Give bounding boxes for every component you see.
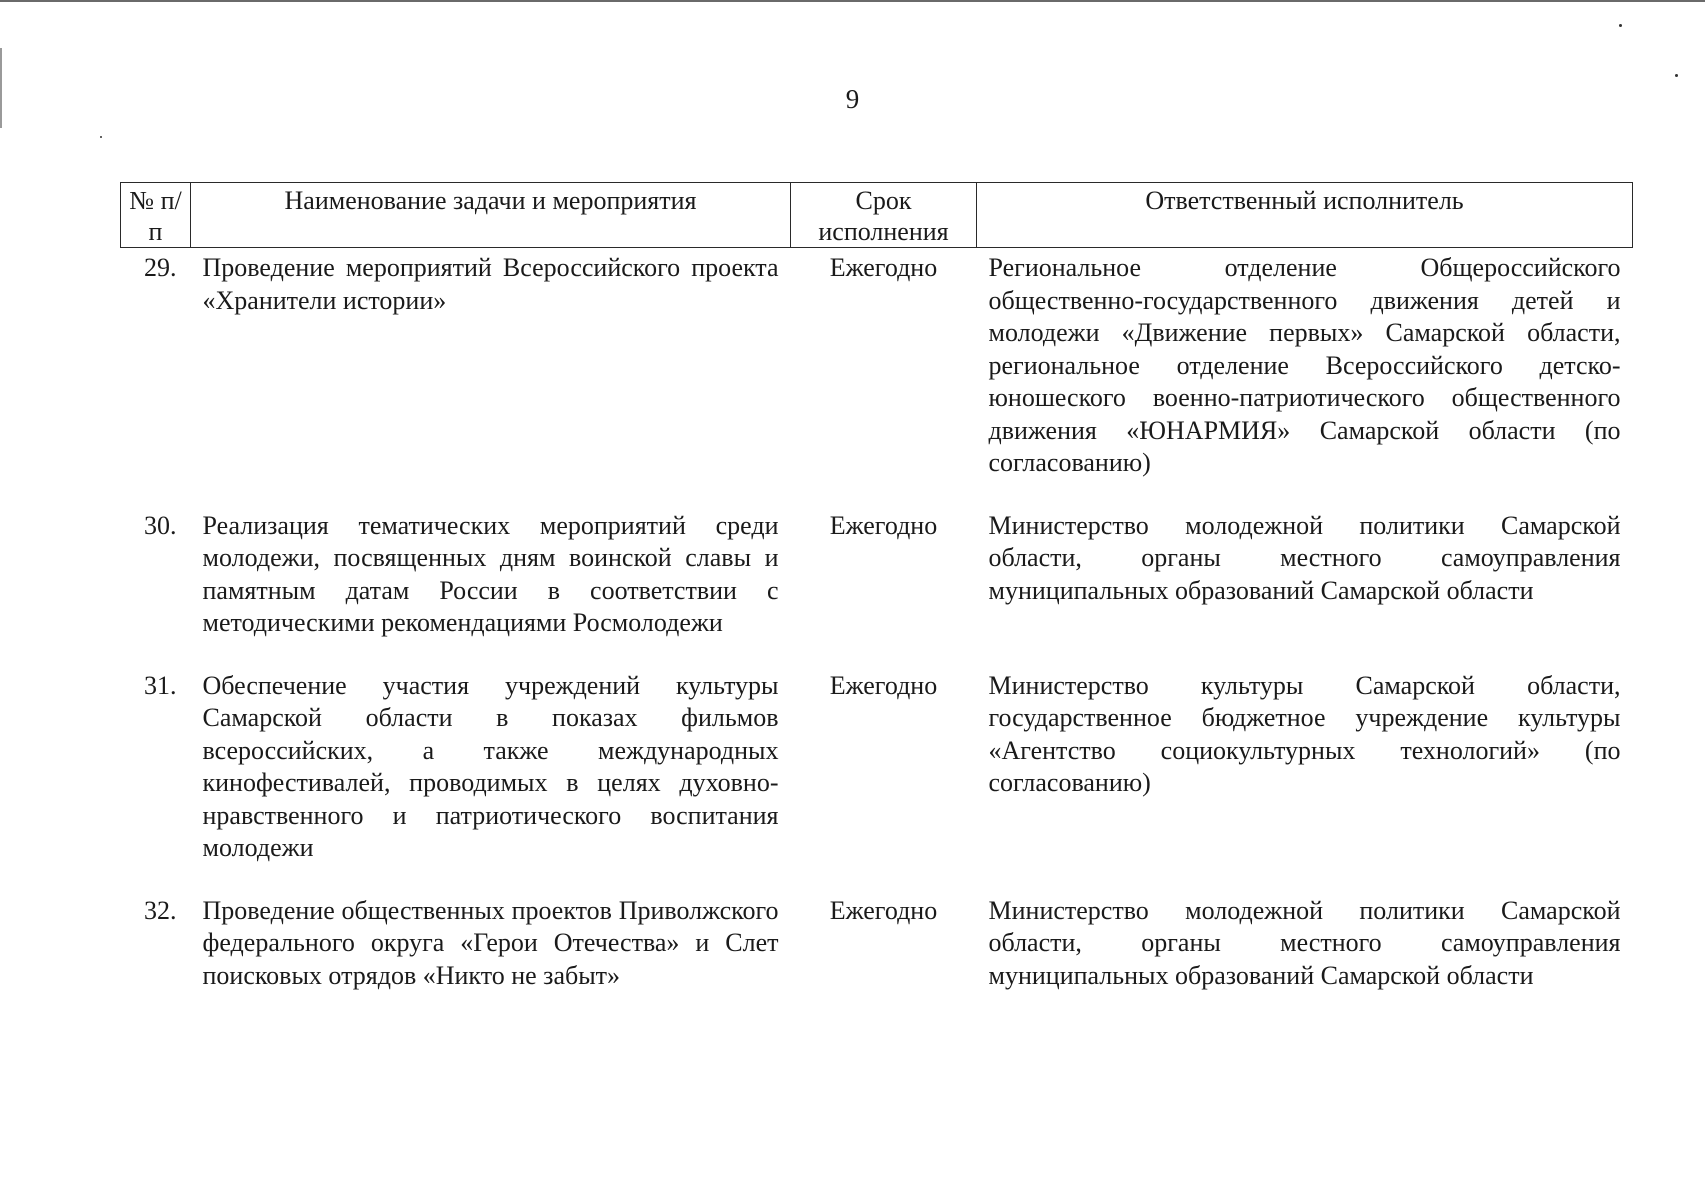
row-task: Проведение мероприятий Всероссийского проекта «Хранители истории» (202, 253, 779, 315)
header-executor: Ответственный исполнитель (977, 183, 1633, 248)
header-task: Наименование задачи и мероприятия (191, 183, 791, 248)
row-task: Реализация тематических мероприятий среди молодежи, посвященных дням воинской славы и памятным датам России в соответствии с методическими рекомендациями Росмолодежи (202, 510, 779, 637)
row-executor: Министерство молодежной политики Самарской области, органы местного самоуправления муниципальных образований Самарской области (988, 895, 1621, 990)
row-number: 30. (144, 510, 177, 540)
scan-speck (1675, 74, 1678, 77)
table-row (121, 248, 1633, 510)
row-task: Проведение общественных проектов Приволжского федерального округа «Герои Отечества» и Слет поисковых отрядов «Никто не забыт» (202, 895, 779, 990)
row-term: Ежегодно (829, 253, 938, 282)
row-term: Ежегодно (829, 670, 938, 700)
row-number: 29. (144, 253, 177, 282)
row-task: Обеспечение участия учреждений культуры Самарской области в показах фильмов всероссийских, а также международных кинофестивалей, проводимых в целях духовно-нравственного и патриотического воспитания молодежи (202, 670, 779, 862)
row-term: Ежегодно (829, 510, 938, 540)
activities-table (120, 182, 1633, 1022)
header-term: Срок исполнения (791, 183, 977, 248)
scan-top-border (0, 0, 1705, 2)
header-num: № п/п (121, 183, 191, 248)
scan-speck (1619, 24, 1622, 27)
row-executor: Министерство молодежной политики Самарской области, органы местного самоуправления муниципальных образований Самарской области (988, 510, 1621, 605)
page-number: 9 (845, 84, 860, 114)
row-number: 31. (144, 670, 177, 700)
table-row (121, 895, 1633, 1023)
row-executor: Министерство культуры Самарской области, государственное бюджетное учреждение культуры «Агентство социокультурных технологий» (по согласованию) (988, 670, 1621, 797)
scan-speck (100, 136, 102, 138)
table-header (121, 183, 1633, 248)
table-row (121, 670, 1633, 895)
row-executor: Региональное отделение Общероссийского общественно-государственного движения детей и молодежи «Движение первых» Самарской области, региональное отделение Всероссийского детско-юношеского военно-патриотического общественного движения «ЮНАРМИЯ» Самарской области (по согласованию) (988, 253, 1621, 477)
row-number: 32. (144, 895, 177, 925)
row-term: Ежегодно (829, 895, 938, 925)
table-row (121, 510, 1633, 670)
